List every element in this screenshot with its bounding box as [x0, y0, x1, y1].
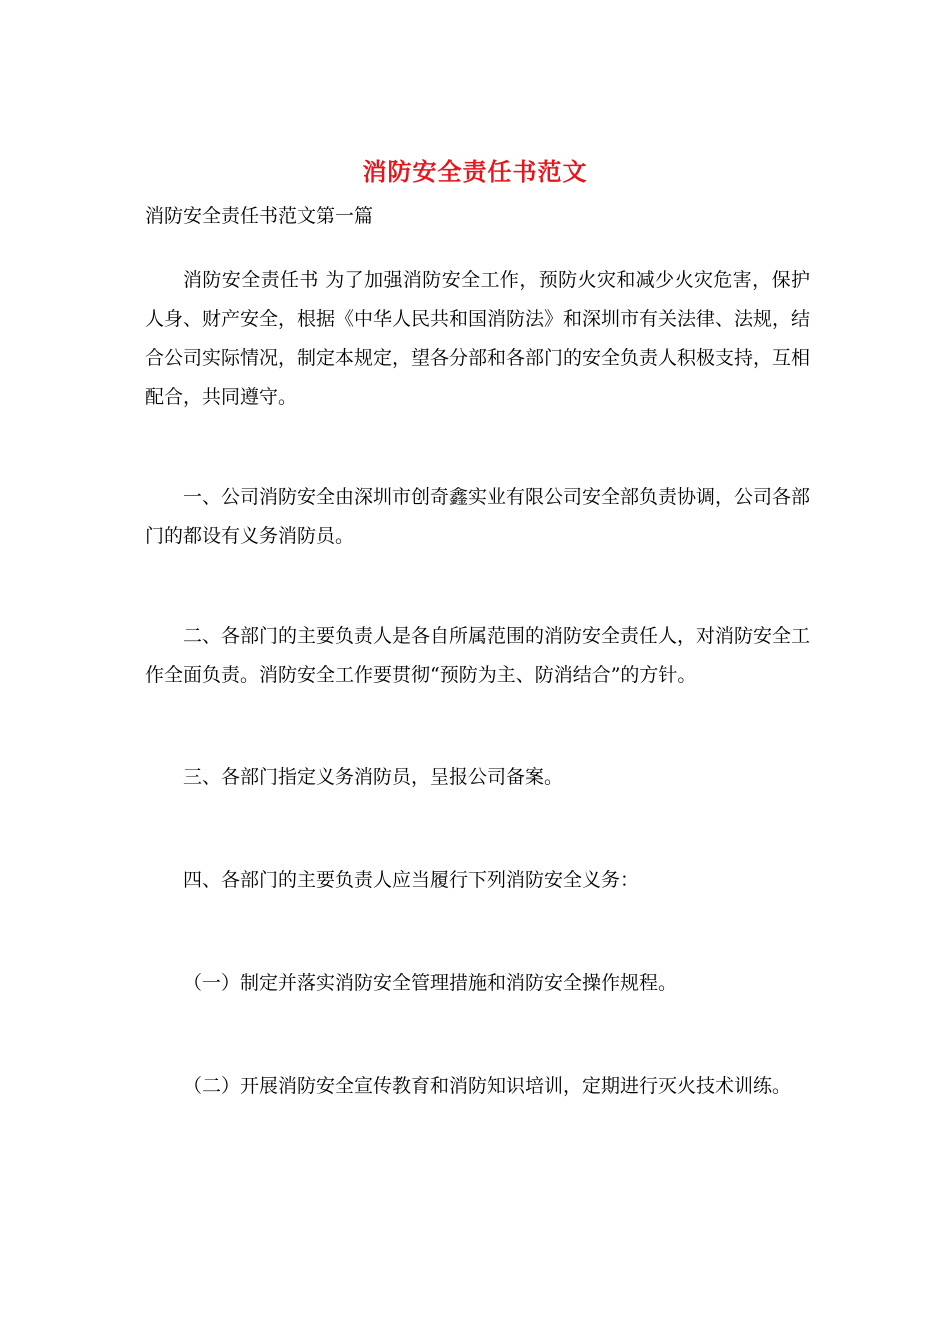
subclause-2-paragraph: （二）开展消防安全宣传教育和消防知识培训，定期进行灭火技术训练。	[183, 1075, 792, 1097]
clause-4-paragraph: 四、各部门的主要负责人应当履行下列消防安全义务：	[183, 869, 640, 891]
subclause-1-paragraph: （一）制定并落实消防安全管理措施和消防安全操作规程。	[183, 972, 678, 994]
document-title: 消防安全责任书范文	[362, 157, 588, 186]
clause-3-paragraph: 三、各部门指定义务消防员，呈报公司备案。	[183, 766, 564, 788]
intro-paragraph: 消防安全责任书 为了加强消防安全工作，预防火灾和减少火灾危害，保护人身、财产安全，根据《中华人民共和国消防法》和深圳市有关法律、法规，结合公司实际情况，制定本规定，望各分部和各部门的安全负责人积极支持，互相配合，共同遵守。	[145, 269, 811, 408]
document-subtitle: 消防安全责任书范文第一篇	[145, 205, 374, 227]
clause-2-paragraph: 二、各部门的主要负责人是各自所属范围的消防安全责任人，对消防安全工作全面负责。消防安全工作要贯彻“预防为主、防消结合”的方针。	[145, 625, 811, 686]
clause-1-paragraph: 一、公司消防安全由深圳市创奇鑫实业有限公司安全部负责协调，公司各部门的都设有义务消防员。	[145, 486, 811, 547]
